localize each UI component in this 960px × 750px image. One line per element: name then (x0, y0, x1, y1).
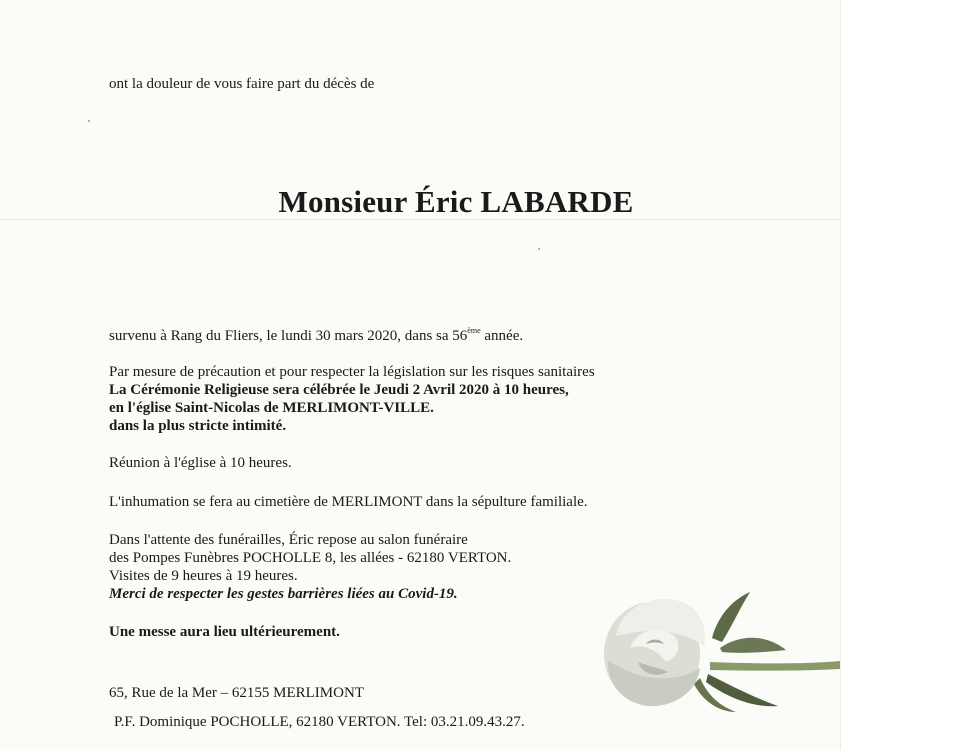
death-notice-end: année. (480, 328, 524, 344)
ordinal-suffix: ème (467, 326, 481, 335)
ceremony-line-3: dans la plus stricte intimité. (109, 418, 287, 434)
visiting-hours-line: Visites de 9 heures à 19 heures. (109, 568, 298, 584)
address-line: 65, Rue de la Mer – 62155 MERLIMONT (109, 685, 364, 701)
precaution-line: Par mesure de précaution et pour respecter la législation sur les risques sanitaires (109, 364, 595, 380)
burial-line: L'inhumation se fera au cimetière de MERLIMONT dans la sépulture familiale. (109, 494, 588, 510)
rest-line-2: des Pompes Funèbres POCHOLLE 8, les allées - 62180 VERTON. (109, 550, 512, 566)
mass-line: Une messe aura lieu ultérieurement. (109, 624, 340, 640)
white-rose-icon (590, 578, 850, 718)
death-notice-text: survenu à Rang du Fliers, le lundi 30 mars 2020, dans sa 56 (109, 328, 468, 344)
ceremony-line-2: en l'église Saint-Nicolas de MERLIMONT-VILLE. (109, 400, 434, 416)
deceased-name: Monsieur Éric LABARDE (278, 184, 634, 219)
paper-speck (88, 120, 90, 122)
funeral-home-line: P.F. Dominique POCHOLLE, 62180 VERTON. Tel: 03.21.09.43.27. (114, 714, 525, 730)
intro-line: ont la douleur de vous faire part du décès de (109, 76, 375, 92)
meeting-line: Réunion à l'église à 10 heures. (109, 455, 292, 471)
covid-notice-line: Merci de respecter les gestes barrières liées au Covid-19. (109, 586, 458, 602)
ceremony-line-1: La Cérémonie Religieuse sera célébrée le Jeudi 2 Avril 2020 à 10 heures, (109, 382, 569, 398)
paper-speck (538, 248, 540, 250)
rest-line-1: Dans l'attente des funérailles, Éric repose au salon funéraire (109, 532, 468, 548)
death-notice-line (109, 327, 523, 345)
